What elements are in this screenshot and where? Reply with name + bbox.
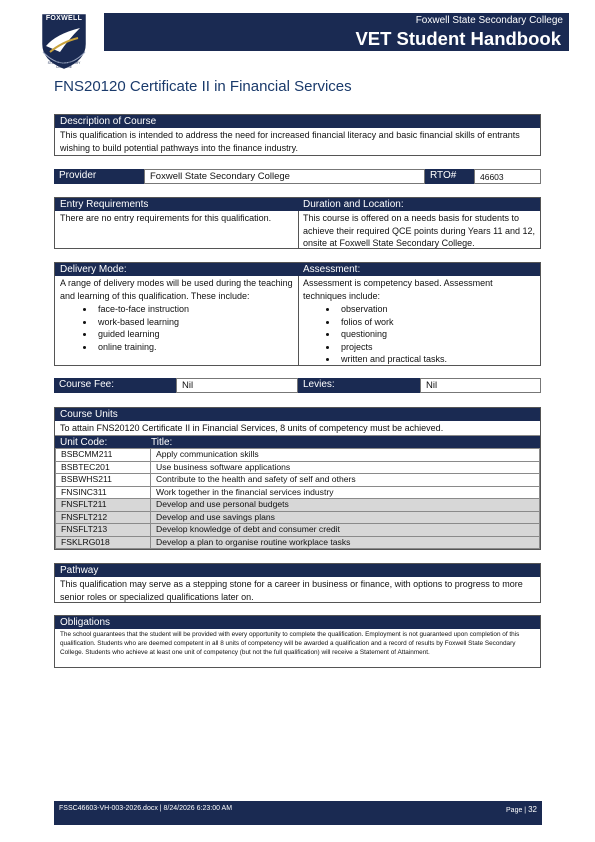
units-heading-text: Course Units — [60, 409, 118, 420]
table-row — [56, 499, 540, 512]
unit-title: Develop knowledge of debt and consumer credit — [151, 524, 540, 537]
assessment-item: • folios of work — [338, 316, 540, 329]
table-row — [56, 461, 540, 474]
school-crest-logo — [40, 12, 88, 70]
duration-column — [298, 198, 540, 248]
unit-code: BSBCMM211 — [56, 449, 151, 462]
assessment-intro: Assessment is competency based. Assessment techniques include: — [303, 278, 493, 301]
course-units-box — [54, 407, 541, 550]
unit-title: Work together in the financial services industry — [151, 486, 540, 499]
table-row — [56, 511, 540, 524]
page-title: FNS20120 Certificate II in Financial Services — [54, 78, 352, 95]
header-handbook-title: VET Student Handbook — [355, 28, 561, 49]
delivery-column — [55, 263, 299, 365]
footer-page-label: Page | — [506, 807, 527, 814]
units-note: To attain FNS20120 Certificate II in Financial Services, 8 units of competency must be achieved. — [55, 421, 540, 436]
table-row — [56, 536, 540, 549]
entry-heading: Entry Requirements — [55, 198, 298, 211]
header-banner — [104, 13, 569, 51]
unit-title: Develop a plan to organise routine workplace tasks — [151, 536, 540, 549]
entry-column — [55, 198, 299, 248]
unit-code: FNSINC311 — [56, 486, 151, 499]
header-school-name: Foxwell State Secondary College — [415, 15, 563, 26]
duration-text: This course is offered on a needs basis for students to achieve their required QCE points during Years 11 and 12, onsite at Foxwell State Secondary College. — [303, 213, 535, 248]
delivery-item: • guided learning — [95, 328, 298, 341]
fees-row — [54, 378, 541, 393]
table-row — [56, 474, 540, 487]
unit-code: FNSFLT212 — [56, 511, 151, 524]
obligations-text: The school guarantees that the student will be provided with every opportunity to complete the qualification. Employment is not guaranteed upon completion of this qualification. Students who are deemed competent in all 8 units of competency will be awarded a qualification and a record of results by Foxwell State Secondary College. Students who achieve at least one unit of competency (but not the full qualification) will receive a Statement of Attainment. — [60, 631, 520, 657]
page-footer — [54, 801, 542, 825]
pathway-heading: Pathway — [55, 564, 540, 577]
unit-code: FNSFLT211 — [56, 499, 151, 512]
description-box — [54, 114, 541, 156]
table-row — [56, 524, 540, 537]
rto-value: 46603 — [474, 169, 541, 184]
units-header-row — [55, 436, 540, 448]
obligations-box — [54, 615, 541, 668]
unit-code: FNSFLT213 — [56, 524, 151, 537]
assessment-item: • projects — [338, 341, 540, 354]
unit-title: Develop and use savings plans — [151, 511, 540, 524]
provider-row — [54, 169, 541, 184]
table-row — [56, 486, 540, 499]
logo-wordmark: FOXWELL — [45, 15, 83, 22]
units-table — [55, 448, 540, 549]
units-col-title: Title: — [151, 437, 173, 448]
delivery-heading: Delivery Mode: — [55, 263, 298, 276]
unit-title: Use business software applications — [151, 461, 540, 474]
delivery-list — [55, 303, 298, 353]
assessment-column — [298, 263, 540, 365]
levies-value: Nil — [420, 378, 541, 393]
entry-duration-box — [54, 197, 541, 249]
delivery-item: • face-to-face instruction — [95, 303, 298, 316]
duration-heading: Duration and Location: — [298, 198, 540, 211]
assessment-item: • questioning — [338, 328, 540, 341]
delivery-item: • work-based learning — [95, 316, 298, 329]
unit-title: Contribute to the health and safety of self and others — [151, 474, 540, 487]
logo-ring-text: STATE SECONDARY COLLEGE — [47, 61, 81, 69]
table-row — [56, 449, 540, 462]
pathway-text: This qualification may serve as a stepping stone for a career in business or finance, with options to progress to more senior roles or specialized qualifications later on. — [60, 579, 523, 602]
assessment-item: • observation — [338, 303, 540, 316]
course-fee-label: Course Fee: — [54, 378, 176, 393]
description-text: This qualification is intended to address the need for increased financial literacy and basic financial skills of entrants wishing to build potential pathways into the finance industry. — [60, 130, 520, 153]
footer-page — [506, 805, 537, 814]
unit-title: Develop and use personal budgets — [151, 499, 540, 512]
assessment-heading: Assessment: — [298, 263, 540, 276]
delivery-intro: A range of delivery modes will be used during the teaching and learning of this qualification. These include: — [60, 278, 293, 301]
provider-label: Provider — [54, 169, 144, 184]
assessment-list — [298, 303, 540, 366]
obligations-heading: Obligations — [55, 616, 540, 629]
pathway-box — [54, 563, 541, 603]
entry-text: There are no entry requirements for this qualification. — [60, 213, 272, 223]
footer-document-info: FSSC46603-VH-003-2026.docx | 8/24/2026 6:23:00 AM — [59, 805, 233, 812]
course-fee-value: Nil — [176, 378, 298, 393]
units-col-code: Unit Code: — [60, 437, 108, 448]
delivery-assessment-box — [54, 262, 541, 366]
delivery-item: • online training. — [95, 341, 298, 354]
unit-code: BSBWHS211 — [56, 474, 151, 487]
assessment-item: • written and practical tasks. — [338, 353, 540, 366]
unit-code: FSKLRG018 — [56, 536, 151, 549]
unit-title: Apply communication skills — [151, 449, 540, 462]
provider-value: Foxwell State Secondary College — [144, 169, 425, 184]
units-heading — [55, 408, 540, 421]
footer-page-number: 32 — [528, 805, 537, 814]
levies-label: Levies: — [298, 378, 420, 393]
unit-code: BSBTEC201 — [56, 461, 151, 474]
rto-label: RTO# — [425, 169, 474, 184]
description-heading: Description of Course — [55, 115, 540, 128]
